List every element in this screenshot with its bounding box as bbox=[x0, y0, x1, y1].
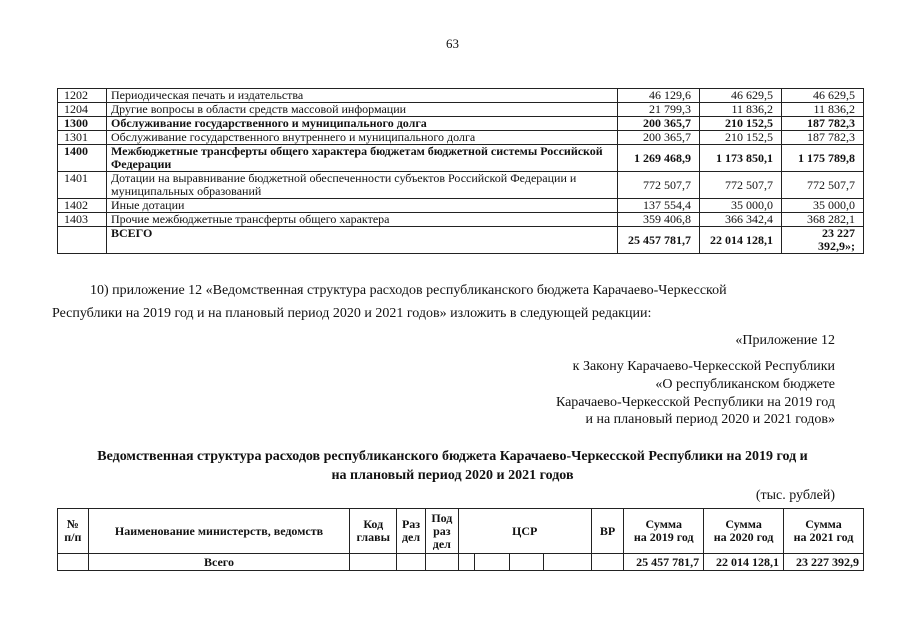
header-section: Раз дел bbox=[397, 509, 426, 554]
table-row bbox=[58, 103, 864, 117]
paragraph-line-1: 10) приложение 12 «Ведомственная структура расходов республиканского бюджета Карачаево-Черкесской bbox=[90, 283, 727, 298]
document-title-line-2: на плановый период 2020 и 2021 годов bbox=[331, 468, 574, 483]
row-name: Иные дотации bbox=[107, 199, 618, 213]
table-row bbox=[58, 213, 864, 227]
row-value-2020: 772 507,7 bbox=[700, 172, 782, 199]
header-csr: ЦСР bbox=[458, 509, 591, 554]
row-value-2020: 35 000,0 bbox=[700, 199, 782, 213]
row-name: ВСЕГО bbox=[107, 227, 618, 254]
header-subsection: Под раз дел bbox=[425, 509, 458, 554]
header-name: Наименование министерств, ведомств bbox=[88, 509, 350, 554]
functional-expenditure-table bbox=[57, 88, 864, 254]
row-value-2019: 200 365,7 bbox=[618, 131, 700, 145]
row-value-2020: 366 342,4 bbox=[700, 213, 782, 227]
departmental-structure-table bbox=[57, 508, 864, 571]
total-section-cell bbox=[397, 554, 426, 571]
table-row bbox=[58, 145, 864, 172]
row-value-2020: 210 152,5 bbox=[700, 117, 782, 131]
row-value-2021: 35 000,0 bbox=[782, 199, 864, 213]
row-value-2020: 210 152,5 bbox=[700, 131, 782, 145]
row-value-2019: 137 554,4 bbox=[618, 199, 700, 213]
row-name: Обслуживание государственного и муниципального долга bbox=[107, 117, 618, 131]
total-sum-2020: 22 014 128,1 bbox=[704, 554, 784, 571]
row-value-2021: 46 629,5 bbox=[782, 89, 864, 103]
row-code: 1403 bbox=[58, 213, 107, 227]
total-number-cell bbox=[58, 554, 89, 571]
table-row bbox=[58, 227, 864, 254]
appendix-line-3: «О республиканском бюджете bbox=[655, 377, 835, 392]
row-code: 1301 bbox=[58, 131, 107, 145]
row-name: Дотации на выравнивание бюджетной обеспеченности субъектов Российской Федерации и муниципальных образований bbox=[107, 172, 618, 199]
table-header-row bbox=[58, 509, 864, 554]
table-total-row bbox=[58, 554, 864, 571]
row-value-2019: 1 269 468,9 bbox=[618, 145, 700, 172]
row-value-2019: 772 507,7 bbox=[618, 172, 700, 199]
total-sum-2021: 23 227 392,9 bbox=[784, 554, 864, 571]
header-chapter-code: Код главы bbox=[350, 509, 397, 554]
total-sum-2019: 25 457 781,7 bbox=[624, 554, 704, 571]
appendix-line-5: и на плановый период 2020 и 2021 годов» bbox=[585, 412, 835, 427]
total-csr-cell-3 bbox=[509, 554, 543, 571]
appendix-line-4: Карачаево-Черкесской Республики на 2019 год bbox=[555, 395, 835, 410]
row-value-2020: 22 014 128,1 bbox=[700, 227, 782, 254]
appendix-line-1: «Приложение 12 bbox=[735, 333, 835, 348]
paragraph-line-2: Республики на 2019 год и на плановый период 2020 и 2021 годов» изложить в следующей редакции: bbox=[52, 306, 652, 321]
row-value-2021: 772 507,7 bbox=[782, 172, 864, 199]
row-value-2019: 359 406,8 bbox=[618, 213, 700, 227]
header-sum-2021: Сумма на 2021 год bbox=[784, 509, 864, 554]
row-code: 1202 bbox=[58, 89, 107, 103]
total-vr-cell bbox=[591, 554, 624, 571]
row-value-2021: 187 782,3 bbox=[782, 131, 864, 145]
document-title-line-1: Ведомственная структура расходов республиканского бюджета Карачаево-Черкесской Республики на 2019 год и bbox=[97, 449, 808, 464]
row-value-2020: 1 173 850,1 bbox=[700, 145, 782, 172]
row-name: Обслуживание государственного внутреннего и муниципального долга bbox=[107, 131, 618, 145]
total-label: Всего bbox=[88, 554, 350, 571]
row-code: 1300 bbox=[58, 117, 107, 131]
row-value-2021: 23 227 392,9»; bbox=[782, 227, 864, 254]
row-code: 1401 bbox=[58, 172, 107, 199]
row-code: 1204 bbox=[58, 103, 107, 117]
header-vr: ВР bbox=[591, 509, 624, 554]
row-name: Межбюджетные трансферты общего характера бюджетам бюджетной системы Российской Федерации bbox=[107, 145, 618, 172]
total-subsection-cell bbox=[425, 554, 458, 571]
row-name: Периодическая печать и издательства bbox=[107, 89, 618, 103]
page-number: 63 bbox=[446, 36, 459, 51]
table-row bbox=[58, 172, 864, 199]
total-csr-cell-2 bbox=[475, 554, 509, 571]
row-code: 1400 bbox=[58, 145, 107, 172]
table-row bbox=[58, 117, 864, 131]
row-value-2020: 11 836,2 bbox=[700, 103, 782, 117]
total-csr-cell-4 bbox=[543, 554, 591, 571]
row-code bbox=[58, 227, 107, 254]
row-code: 1402 bbox=[58, 199, 107, 213]
row-value-2020: 46 629,5 bbox=[700, 89, 782, 103]
table-row bbox=[58, 199, 864, 213]
table-row bbox=[58, 89, 864, 103]
table-row bbox=[58, 131, 864, 145]
row-value-2021: 368 282,1 bbox=[782, 213, 864, 227]
units-label: (тыс. рублей) bbox=[755, 488, 835, 503]
row-value-2021: 11 836,2 bbox=[782, 103, 864, 117]
row-name: Другие вопросы в области средств массовой информации bbox=[107, 103, 618, 117]
header-number: № п/п bbox=[58, 509, 89, 554]
row-value-2019: 46 129,6 bbox=[618, 89, 700, 103]
row-name: Прочие межбюджетные трансферты общего характера bbox=[107, 213, 618, 227]
row-value-2019: 25 457 781,7 bbox=[618, 227, 700, 254]
row-value-2019: 21 799,3 bbox=[618, 103, 700, 117]
row-value-2021: 1 175 789,8 bbox=[782, 145, 864, 172]
row-value-2019: 200 365,7 bbox=[618, 117, 700, 131]
total-code-cell bbox=[350, 554, 397, 571]
row-value-2021: 187 782,3 bbox=[782, 117, 864, 131]
header-sum-2020: Сумма на 2020 год bbox=[704, 509, 784, 554]
total-csr-cell-1 bbox=[458, 554, 475, 571]
appendix-line-2: к Закону Карачаево-Черкесской Республики bbox=[572, 359, 835, 374]
header-sum-2019: Сумма на 2019 год bbox=[624, 509, 704, 554]
